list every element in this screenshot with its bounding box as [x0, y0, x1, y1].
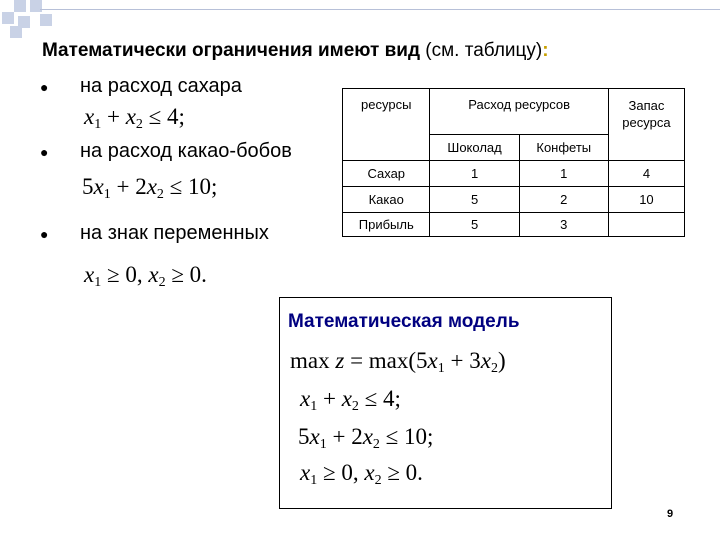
heading-colon: :	[542, 40, 549, 61]
row-name: Сахар	[343, 161, 430, 187]
row-name: Какао	[343, 187, 430, 213]
slide-heading	[42, 40, 549, 62]
corner-decoration	[0, 0, 60, 40]
header-resources: ресурсы	[343, 89, 430, 161]
subheader-candy: Конфеты	[519, 135, 608, 161]
bullet-sign	[40, 222, 269, 245]
bullet-dot-icon: ●	[40, 225, 49, 242]
header-consumption: Расход ресурсов	[430, 89, 608, 135]
subheader-chocolate: Шоколад	[430, 135, 519, 161]
model-constraint-sign: $x_1 \ge 0$, $x_2 \ge 0$.	[300, 460, 423, 488]
bullet-label: на расход сахара	[80, 75, 242, 97]
table-row: Прибыль 5 3	[343, 213, 685, 237]
row-name: Прибыль	[343, 213, 430, 237]
bullet-label: на знак переменных	[80, 222, 269, 244]
resources-table	[342, 88, 685, 237]
formula-sign: $x_1 \ge 0$, $x_2 \ge 0$.	[84, 262, 207, 290]
header-stock: Запас ресурса	[608, 89, 684, 161]
table-row: Сахар 1 1 4	[343, 161, 685, 187]
top-divider	[40, 9, 720, 10]
model-objective: $\max z = \max(5x_1 + 3x_2)$	[290, 348, 506, 376]
table-row: Какао 5 2 10	[343, 187, 685, 213]
bullet-sugar	[40, 75, 242, 98]
model-constraint-sugar: $x_1 + x_2 \le 4$;	[300, 386, 401, 414]
bullet-dot-icon: ●	[40, 78, 49, 95]
model-title: Математическая модель	[288, 311, 520, 332]
heading-normal: (см. таблицу)	[420, 40, 543, 61]
page-number: 9	[667, 508, 674, 520]
bullet-dot-icon: ●	[40, 143, 49, 160]
formula-cocoa: $5x_1 + 2x_2 \le 10$;	[82, 174, 218, 202]
formula-sugar: $x_1 + x_2 \le 4$;	[84, 104, 185, 132]
heading-bold: Математически ограничения имеют вид	[42, 40, 421, 61]
bullet-cocoa	[40, 140, 292, 163]
bullet-label: на расход какао-бобов	[80, 140, 292, 162]
model-constraint-cocoa: $5x_1 + 2x_2 \le 10$;	[298, 424, 434, 452]
